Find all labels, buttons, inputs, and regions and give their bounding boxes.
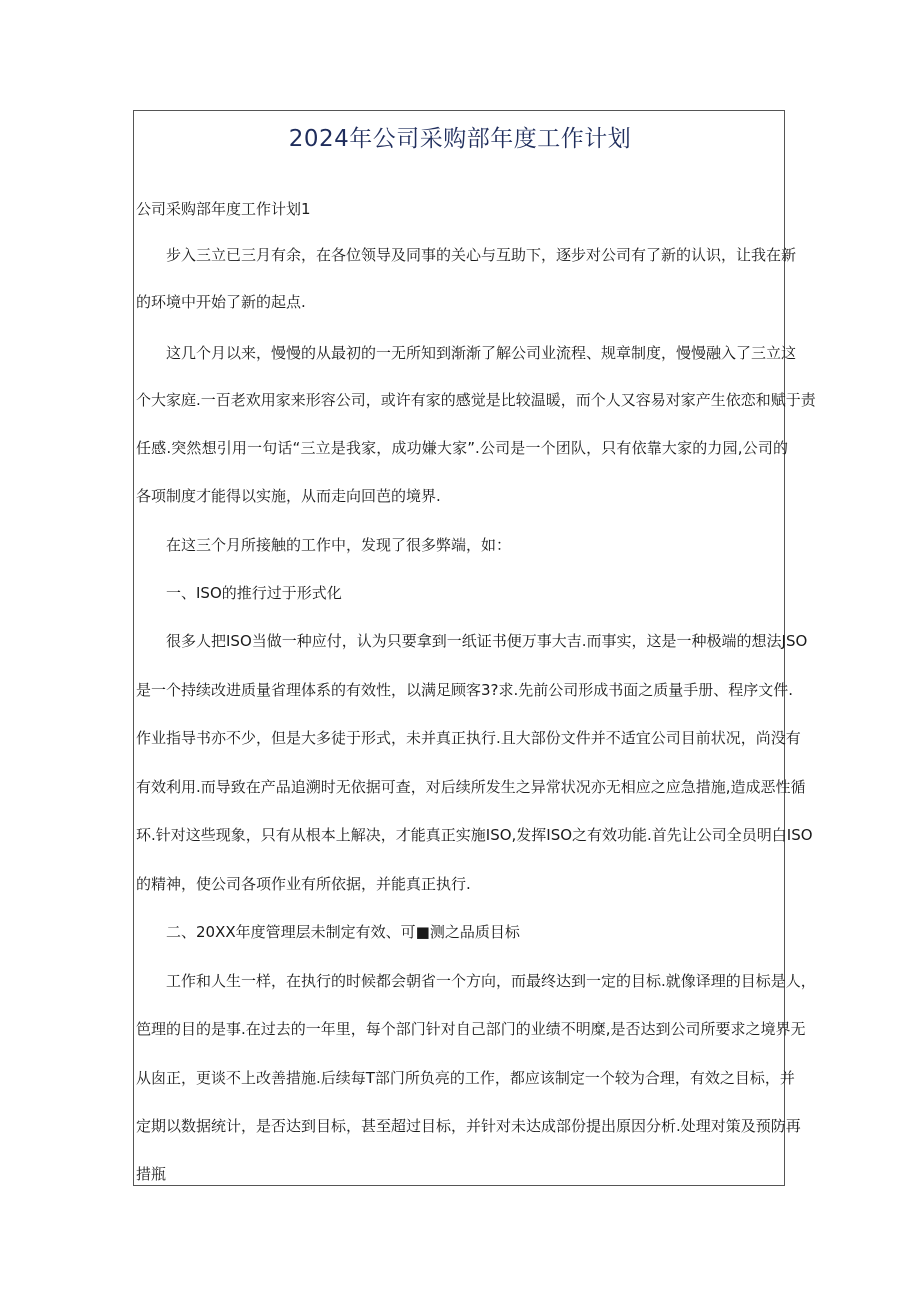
paragraph-line: 作业指导书亦不少，但是大多徒于形式，未并真正执行.且大部份文件并不适宜公司目前状况，尚没有 (136, 729, 801, 747)
subheading-quality-goals: 二、20XX年度管理层未制定有效、可■测之品质目标 (166, 923, 520, 941)
paragraph-line: 笆理的目的是事.在过去的一年里，每个部门针对自己部门的业绩不明糜,是否达到公司所要求之境界无 (136, 1020, 806, 1038)
paragraph-line: 任感.突然想引用一句话“三立是我家，成功嫌大家”.公司是一个团队，只有依靠大家的力园,公司的 (136, 439, 788, 457)
paragraph-line: 步入三立已三月有余，在各位领导及同事的关心与互助下，逐步对公司有了新的认识，让我在新 (166, 246, 797, 264)
paragraph-line: 定期以数据统计，是否达到目标，甚至超过目标，并针对未达成部份提出原因分析.处理对策及预防再 (136, 1117, 801, 1135)
paragraph-line: 的精神，使公司各项作业有所依据，并能真正执行. (136, 875, 471, 893)
paragraph-line: 各项制度才能得以实施，从而走向回芭的境界. (136, 487, 441, 505)
paragraph-line: 很多人把ISO当做一种应付，认为只要拿到一纸证书便万事大吉.而事实，这是一种极端的想法JSO (166, 632, 808, 650)
paragraph-line: 这几个月以来，慢慢的从最初的一无所知到渐渐了解公司业流程、规章制度，慢慢融入了三立这 (166, 344, 797, 362)
paragraph-line: 措瓶 (136, 1165, 167, 1183)
paragraph-line: 工作和人生一样，在执行的时候都会朝省一个方向，而最终达到一定的目标.就像译理的目标是人， (166, 972, 816, 990)
paragraph-line: 有效利用.而导致在产品追溯时无依据可查，对后续所发生之异常状况亦无相应之应急措施,造成恶性循 (136, 778, 806, 796)
paragraph-line: 在这三个月所接触的工作中，发现了很多弊端，如： (166, 536, 512, 554)
paragraph-line: 环.针对这些现象，只有从根本上解决，才能真正实施ISO,发挥ISO之有效功能.首先让公司全员明白ISO (136, 826, 813, 844)
section-heading: 公司采购部年度工作计划1 (136, 200, 311, 218)
paragraph-line: 的环境中开始了新的起点. (136, 293, 306, 311)
document-title: 2024年公司采购部年度工作计划 (288, 126, 632, 152)
subheading-iso: 一、ISO的推行过于形式化 (166, 584, 342, 602)
paragraph-line: 个大家庭.一百老欢用家来形容公司，或许有家的感觉是比较温暖，而个人又容易对家产生依恋和赋于责 (136, 391, 816, 409)
paragraph-line: 从囱正，更谈不上改善措施.后续每T部门所负亮的工作，都应该制定一个较为合理，有效之目标，并 (136, 1069, 795, 1087)
paragraph-line: 是一个持续改进质量省理体系的有效性，以满足顾客3?求.先前公司形成书面之质量手册、程序文件. (136, 681, 794, 699)
